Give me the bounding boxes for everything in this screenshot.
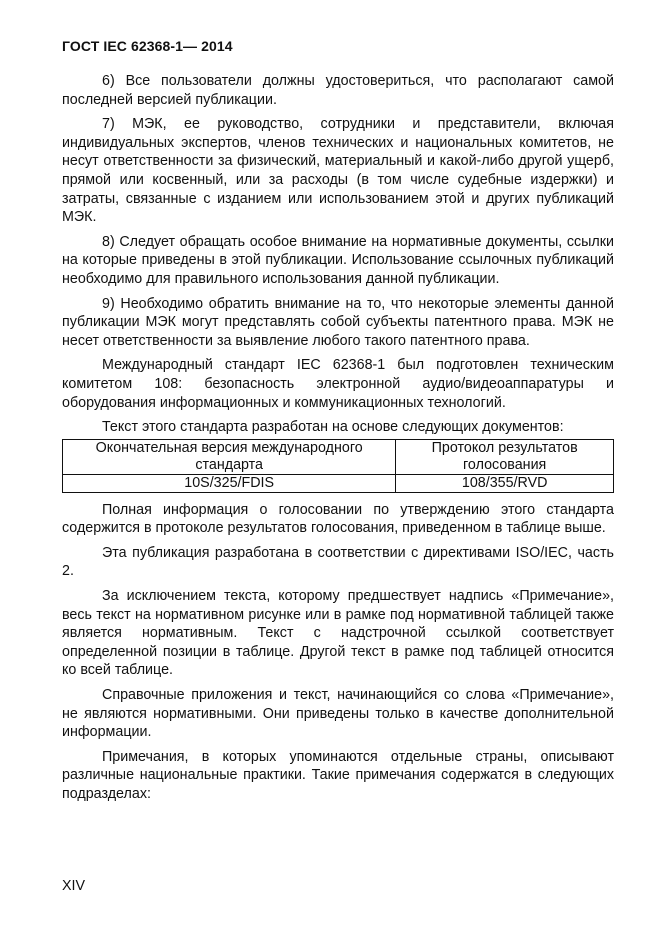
paragraph: 8) Следует обращать особое внимание на нормативные документы, ссылки на которые приведены в этой публикации. Использование ссылочных публикаций необходимо для правильного использования данной публикации.: [62, 233, 614, 287]
paragraph: Эта публикация разработана в соответствии с директивами ISO/IEC, часть 2.: [62, 544, 614, 580]
paragraph: 7) МЭК, ее руководство, сотрудники и представители, включая индивидуальных экспертов, членов технических и национальных комитетов, не несут ответственности за физический, материальный и какой-либо другой ущерб, прямой или косвенный, или за расходы (в том числе судебные издержки) и затраты, связанные с изданием или использованием этой и других публикаций МЭК.: [62, 116, 614, 226]
table-header-cell: Окончательная версия международного стандарта: [63, 439, 396, 474]
paragraph: Текст этого стандарта разработан на основе следующих документов:: [102, 419, 564, 436]
document-body: [62, 72, 614, 810]
paragraph: Международный стандарт IEC 62368-1 был подготовлен техническим комитетом 108: безопасность электронной аудио/видеоаппаратуры и оборудования информационных и коммуникационных технологий.: [62, 357, 614, 411]
table-cell: 10S/325/FDIS: [63, 474, 396, 492]
page-header-title: ГОСТ IEC 62368-1— 2014: [62, 38, 233, 54]
table-header-row: [63, 439, 614, 474]
documents-table: [62, 439, 614, 493]
page-number: XIV: [62, 878, 86, 894]
paragraph: 9) Необходимо обратить внимание на то, что некоторые элементы данной публикации МЭК могут представлять собой субъекты патентного права. МЭК не несет ответственности за выявление любого такого патентного права.: [62, 295, 614, 349]
paragraph: Полная информация о голосовании по утверждению этого стандарта содержится в протоколе результатов голосования, приведенном в таблице выше.: [62, 501, 614, 537]
table-cell: 108/355/RVD: [396, 474, 614, 492]
paragraph: Примечания, в которых упоминаются отдельные страны, описывают различные национальные практики. Такие примечания содержатся в следующих подразделах:: [62, 748, 614, 802]
paragraph: Справочные приложения и текст, начинающийся со слова «Примечание», не являются нормативными. Они приведены только в качестве дополнительной информации.: [62, 687, 614, 741]
paragraph: 6) Все пользователи должны удостовериться, что располагают самой последней версией публикации.: [62, 73, 614, 108]
table-row: [63, 474, 614, 492]
paragraph: За исключением текста, которому предшествует надпись «Примечание», весь текст на нормативном рисунке или в рамке под нормативной таблицей также является нормативным. Текст с надстрочной ссылкой соответствует определенной позиции в таблице. Другой текст в рамке под таблицей относится ко всей таблице.: [62, 588, 614, 679]
table-header-cell: Протокол результатов голосования: [396, 439, 614, 474]
